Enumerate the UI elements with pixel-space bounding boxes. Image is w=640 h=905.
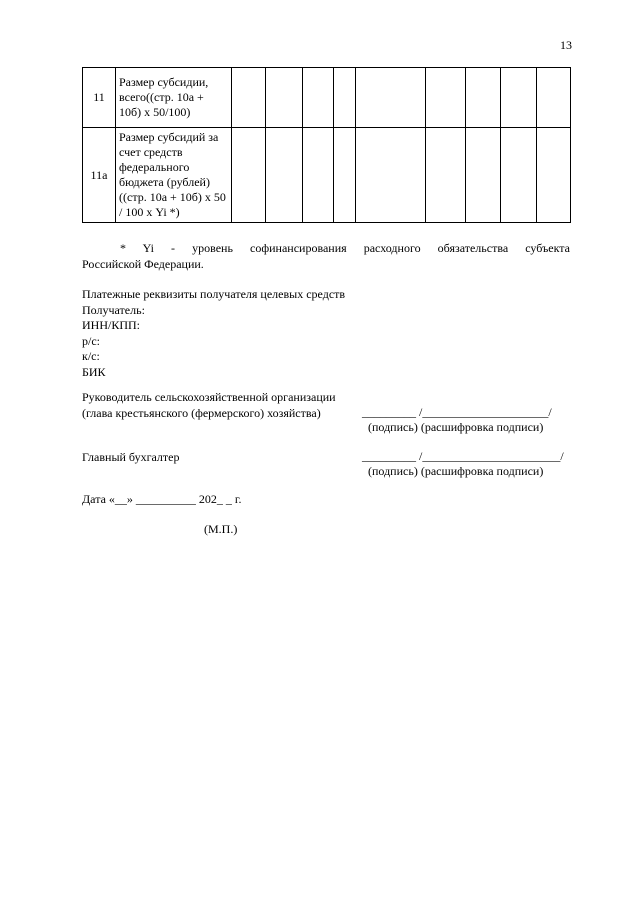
rs-label: р/с: (82, 333, 100, 348)
stamp-place: (М.П.) (204, 522, 238, 536)
bik-label: БИК (82, 364, 106, 379)
footnote-line-1: * Yi - уровень софинансирования расходного обязательства субъекта (120, 241, 570, 255)
table-cell (537, 68, 571, 128)
head-signature-line: _________ /_____________________/ (362, 405, 552, 419)
table-cell (501, 68, 537, 128)
table-cell (426, 128, 466, 223)
table-cell (266, 128, 303, 223)
recipient-label: Получатель: (82, 302, 145, 317)
table-cell (303, 68, 334, 128)
table-cell (266, 68, 303, 128)
table-cell (334, 68, 356, 128)
table-row (83, 68, 571, 128)
table-cell (356, 128, 426, 223)
table-cell (501, 128, 537, 223)
footnote (82, 240, 570, 272)
page-number: 13 (560, 38, 572, 52)
head-signer-line-1: Руководитель сельскохозяйственной организации (82, 390, 336, 404)
table-cell (426, 68, 466, 128)
row-number: 11а (83, 128, 116, 223)
row-label: Размер субсидии, всего((стр. 10а + 10б) х 50/100) (116, 68, 232, 128)
footnote-line-2: Российской Федерации. (82, 257, 204, 271)
head-signer-line-2: (глава крестьянского (фермерского) хозяйства) (82, 406, 321, 420)
table-cell (537, 128, 571, 223)
table-cell (356, 68, 426, 128)
table-row (83, 128, 571, 223)
requisites-title: Платежные реквизиты получателя целевых средств (82, 287, 346, 301)
date-line: Дата «__» __________ 202_ _ г. (82, 492, 242, 506)
payment-requisites (82, 287, 345, 380)
table-cell (334, 128, 356, 223)
table-cell (466, 128, 501, 223)
inn-kpp-label: ИНН/КПП: (82, 318, 141, 332)
head-signer-label (82, 389, 336, 421)
row-label: Размер субсидий за счет средств федерального бюджета (рублей) ((стр. 10а + 10б) х 50 / 100 х Yi *) (116, 128, 232, 223)
accountant-signature-caption: (подпись) (расшифровка подписи) (368, 464, 544, 478)
table-cell (303, 128, 334, 223)
subsidy-table (82, 67, 571, 223)
table-cell (232, 68, 266, 128)
table-cell (466, 68, 501, 128)
row-number: 11 (83, 68, 116, 128)
accountant-signature-line: _________ /_______________________/ (362, 449, 564, 463)
head-signature-caption: (подпись) (расшифровка подписи) (368, 420, 544, 434)
table-cell (232, 128, 266, 223)
accountant-label: Главный бухгалтер (82, 450, 180, 464)
ks-label: к/с: (82, 349, 100, 363)
